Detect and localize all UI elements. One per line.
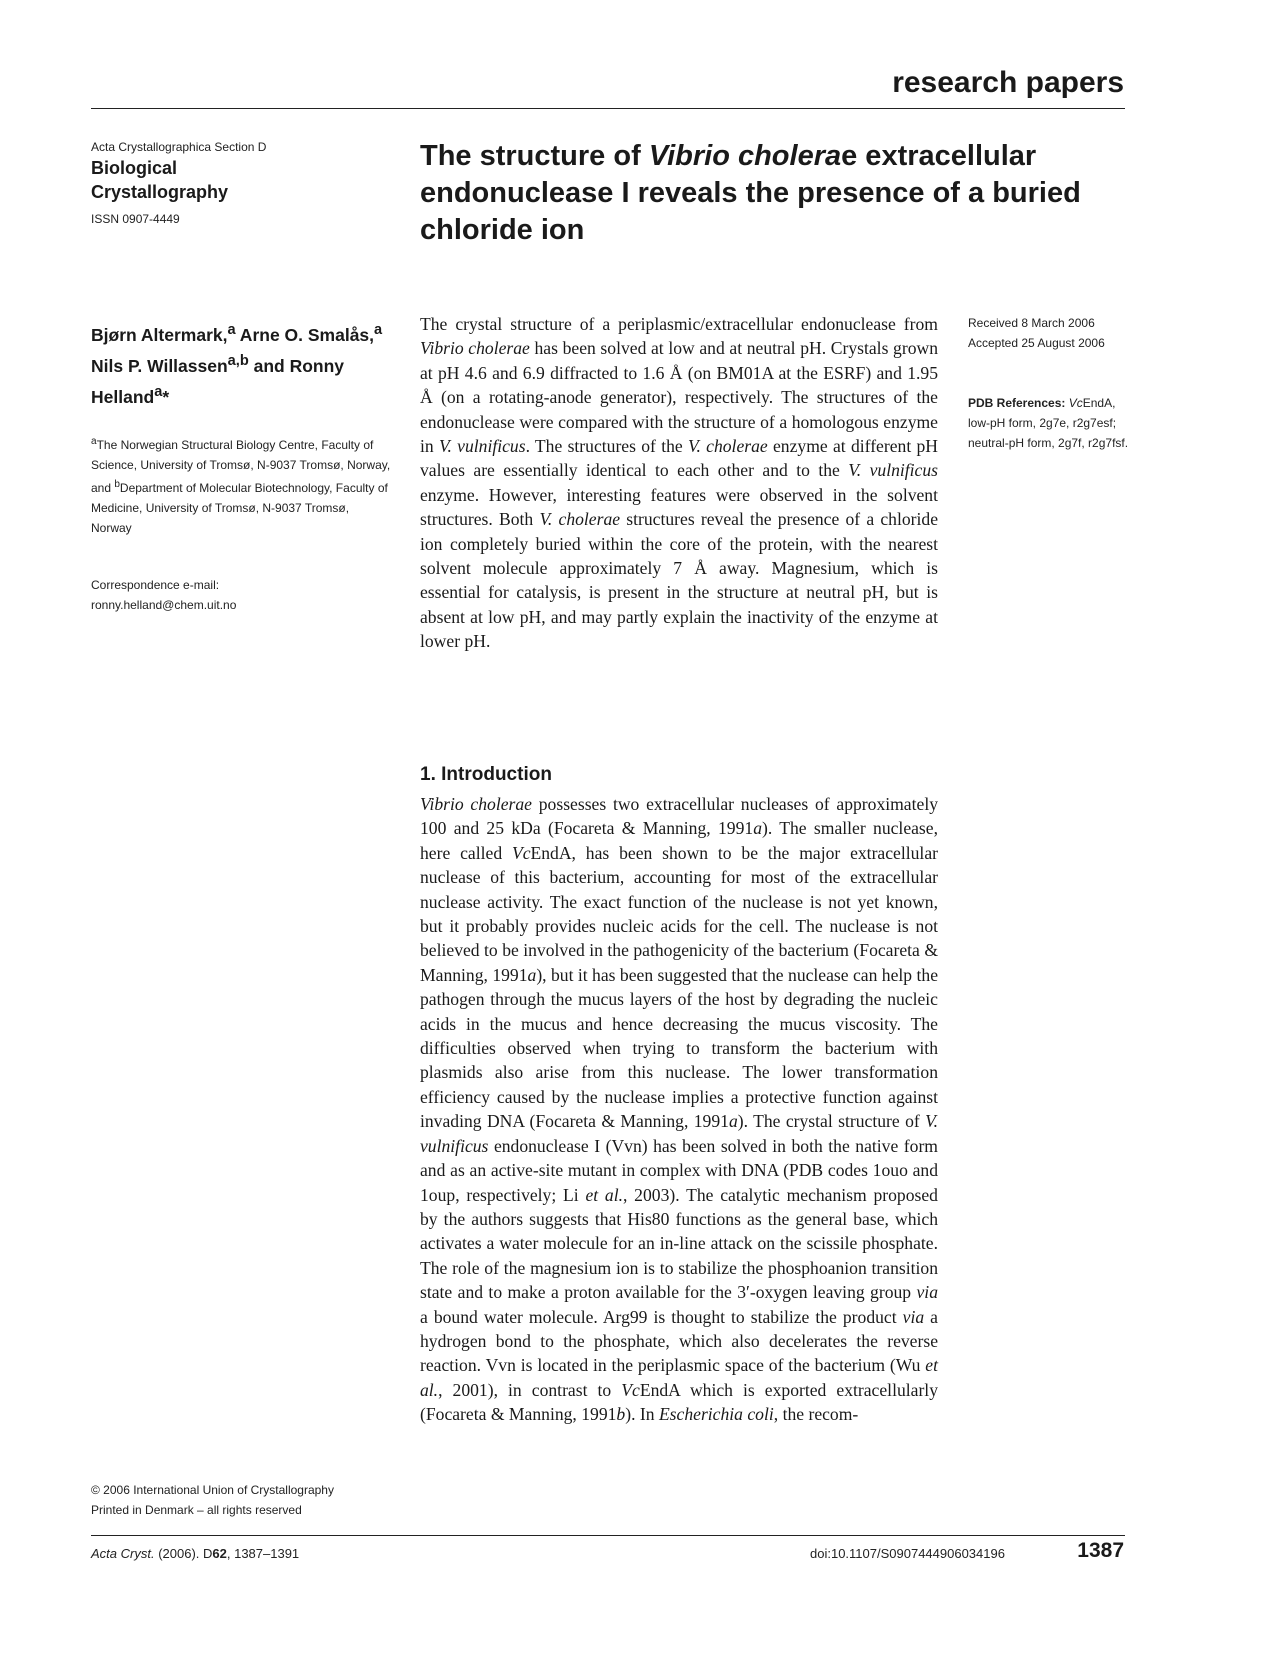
intro-text: , 2003). The catalytic mechanism proposed by the authors suggests that His80 functions as the general base, which activates a water molecule for an in-line attack on the scissile phosphate. The role of the magnesium ion is to stabilize the phosphoanion transition state and to make a proton available for the 3′-oxygen leaving group [420, 1184, 938, 1303]
intro-italic: V. vulnificus [420, 1111, 939, 1156]
intro-text: ), but it has been suggested that the nuclease can help the pathogen through the mucus layers of the host by degrading the nucleic acids in the mucus and hence decreasing the mucus viscosity. The difficulties observed when trying to transform the bacterium with plasmids also arise from this nuclease. The lower transformation efficiency caused by the nuclease implies a protective function against invading DNA (Focareta & Manning, 1991 [420, 964, 939, 1132]
running-header: research papers [892, 66, 1124, 99]
title-italic: Vibrio cholera [648, 140, 842, 172]
affiliation-b: Department of Molecular Biotechnology, Faculty of Medicine, University of Tromsø, N-9037 Tromsø, Norway [91, 481, 388, 535]
page-number: 1387 [1077, 1539, 1124, 1562]
journal-issn: ISSN 0907-4449 [91, 212, 180, 226]
footer-year: (2006). D [154, 1546, 213, 1561]
author-1: Bjørn Altermark, [91, 324, 228, 345]
intro-italic: a [527, 964, 537, 985]
author-list [91, 317, 391, 409]
intro-text: possesses two extracellular nucleases of approximately 100 and 25 kDa (Focareta & Manning, 1991 [420, 794, 939, 839]
abstract-text: has been solved at low and at neutral pH. Crystals grown at pH 4.6 and 6.9 diffracted to 1.6 Å (on BM01A at the ESRF) and 1.95 Å (on a rotating-anode generator), respectively. The structures of the endonuclease were compared with the structure of a homologous enzyme in [420, 338, 939, 457]
intro-text: ). The smaller nuclease, here called [420, 818, 938, 863]
abstract-text: structures reveal the presence of a chloride ion completely buried within the core of the protein, with the nearest solvent molecule approximately 7 Å away. Magnesium, which is essential for catalysis, is present in the structure at neutral pH, but is absent at low pH, and may partly explain the inactivity of the enzyme at lower pH. [420, 509, 939, 652]
intro-text: , the recom- [773, 1404, 859, 1425]
affiliation-b-mark: b [114, 479, 120, 490]
intro-text: a bound water molecule. Arg99 is thought to stabilize the product [420, 1306, 903, 1327]
abstract-text: enzyme. However, interesting features were observed in the solvent structures. Both [420, 484, 938, 530]
journal-name-line2: Crystallography [91, 182, 229, 202]
author-4-affil: a [154, 383, 163, 400]
header-rule [91, 108, 1125, 109]
intro-italic: via [916, 1282, 938, 1303]
copyright-notice [91, 1480, 391, 1520]
intro-text: ). The crystal structure of [737, 1111, 926, 1132]
intro-italic: b [616, 1404, 626, 1425]
author-3-affil: a,b [227, 352, 249, 369]
author-3: Nils P. Willassen [91, 355, 228, 376]
date-accepted: Accepted 25 August 2006 [968, 336, 1105, 350]
intro-italic: et al. [420, 1355, 938, 1400]
intro-text: a hydrogen bond to the phosphate, which also decelerates the reverse reaction. Vvn is located in the periplasmic space of the bacterium (Wu [420, 1306, 938, 1376]
abstract-italic: V. cholerae [687, 436, 768, 457]
abstract-italic: Vibrio cholerae [420, 338, 530, 359]
journal-name-line1: Biological [91, 158, 178, 178]
abstract-italic: V. vulnificus [848, 460, 939, 481]
footer-volume: 62 [212, 1546, 227, 1561]
intro-text: ). In [625, 1404, 659, 1425]
author-4: and Ronny Helland [91, 355, 345, 407]
intro-text: EndA which is exported extracellularly (Focareta & Manning, 1991 [420, 1379, 938, 1425]
abstract-text: . The structures of the [525, 436, 688, 457]
title-part2: e extracellular endonuclease I reveals the presence of a buried chloride ion [420, 140, 1081, 246]
footer-citation [91, 1546, 299, 1561]
abstract-italic: V. vulnificus [438, 436, 526, 457]
correspondence [91, 575, 381, 615]
journal-block [91, 140, 371, 226]
intro-text: , 2001), in contrast to [438, 1379, 622, 1400]
intro-italic: Escherichia coli [658, 1404, 774, 1425]
abstract-text: The crystal structure of a periplasmic/extracellular endonuclease from [420, 314, 938, 334]
pdb-italic: Vc [1068, 396, 1083, 410]
paper-title [420, 138, 1120, 249]
section-heading-introduction: 1. Introduction [420, 764, 552, 785]
received-dates [968, 313, 1138, 353]
journal-section: Acta Crystallographica Section D [91, 140, 267, 154]
intro-italic: et al. [585, 1184, 623, 1205]
footer-pages: , 1387–1391 [226, 1546, 300, 1561]
footer-rule [91, 1535, 1125, 1536]
correspondence-label: Correspondence e-mail: [91, 578, 220, 592]
copyright-line: © 2006 International Union of Crystallography [91, 1483, 334, 1497]
correspondence-email[interactable]: ronny.helland@chem.uit.no [91, 598, 237, 612]
affiliation-a-mark: a [91, 436, 97, 447]
author-2: Arne O. Smalås, [235, 324, 375, 345]
intro-italic: Vc [621, 1379, 640, 1400]
abstract-italic: V. cholerae [539, 509, 621, 530]
journal-name [91, 156, 371, 204]
author-2-affil: a [374, 322, 383, 338]
intro-italic: a [753, 818, 762, 839]
intro-text: endonuclease I (Vvn) has been solved in both the native form and as an active-site mutant in complex with DNA (PDB codes 1ouo and 1oup, respectively; Li [420, 1135, 938, 1205]
introduction-body [420, 792, 938, 1427]
intro-italic: Vc [511, 842, 531, 863]
footer-journal: Acta Cryst. [91, 1546, 155, 1561]
intro-italic: via [902, 1306, 925, 1327]
author-1-affil: a [227, 322, 236, 338]
affiliations [91, 432, 391, 538]
printed-line: Printed in Denmark – all rights reserved [91, 1503, 302, 1517]
intro-text: EndA, has been shown to be the major extracellular nuclease of this bacterium, accounting for most of the extracellular nuclease activity. The exact function of the nuclease is not yet known, but it probably provides nucleic acids for the cell. The nuclease is not believed to be involved in the pathogenicity of the bacterium (Focareta & Manning, 1991 [420, 842, 938, 985]
pdb-text: EndA, low-pH form, 2g7e, r2g7esf; neutral-pH form, 2g7f, r2g7fsf. [968, 396, 1129, 450]
intro-italic: a [728, 1111, 738, 1132]
corresponding-mark: * [162, 386, 170, 407]
footer-doi[interactable]: doi:10.1107/S0907444906034196 [810, 1546, 1005, 1561]
affiliation-a: The Norwegian Structural Biology Centre, Faculty of Science, University of Tromsø, N-9037 Tromsø, Norway, and [91, 438, 391, 495]
pdb-references [968, 393, 1138, 453]
title-part1: The structure of [420, 140, 649, 172]
date-received: Received 8 March 2006 [968, 316, 1095, 330]
abstract [420, 312, 938, 654]
intro-italic: Vibrio cholerae [420, 794, 532, 814]
pdb-label: PDB References: [968, 396, 1069, 410]
abstract-text: enzyme at different pH values are essentially identical to each other and to the [420, 436, 939, 481]
